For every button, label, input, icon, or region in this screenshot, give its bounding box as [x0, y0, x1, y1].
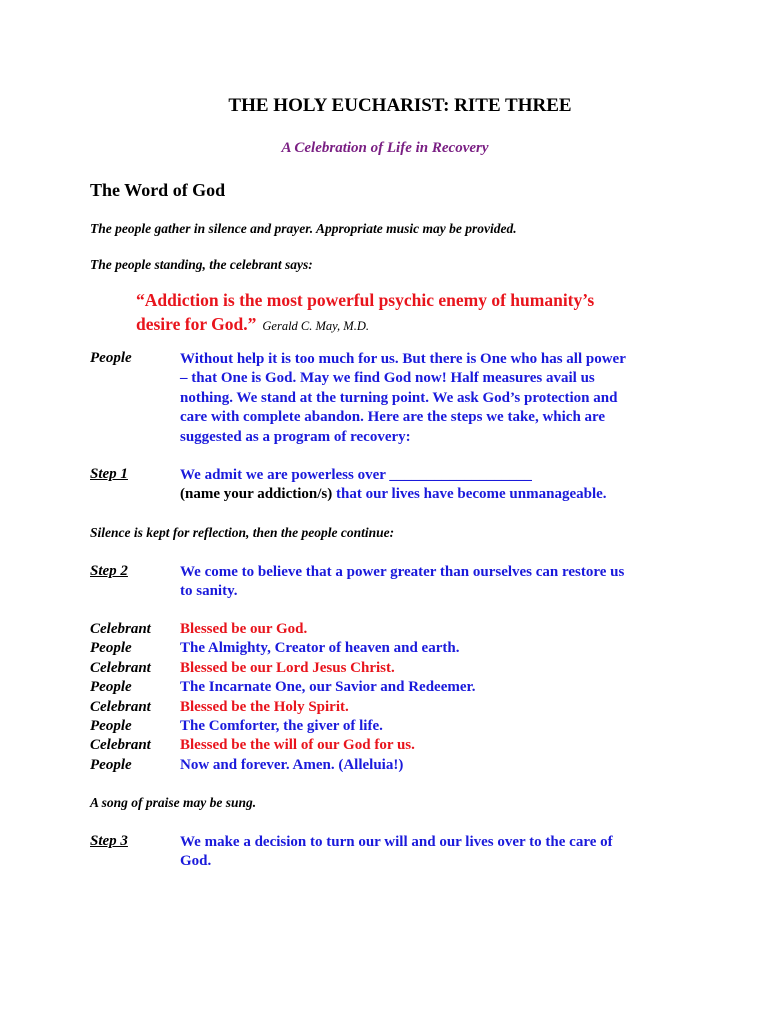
- people-response-line: care with complete abandon. Here are the steps we take, which are: [180, 409, 606, 426]
- page-title: THE HOLY EUCHARIST: RITE THREE: [228, 95, 572, 116]
- litany-role: Celebrant: [90, 621, 151, 637]
- rubric-song: A song of praise may be sung.: [90, 795, 257, 810]
- litany-role: People: [90, 718, 132, 735]
- litany-role: Celebrant: [90, 659, 151, 676]
- people-response-line: nothing. We stand at the turning point. We ask God’s protection and: [180, 389, 618, 406]
- rubric-gather: The people gather in silence and prayer. Appropriate music may be provided.: [90, 221, 517, 236]
- litany-people-line: The Incarnate One, our Savior and Redeemer.: [180, 679, 476, 696]
- litany-celebrant-line: Blessed be our God.: [180, 621, 308, 637]
- page-subtitle: A Celebration of Life in Recovery: [281, 140, 489, 156]
- people-response: [180, 350, 680, 447]
- litany-role: People: [90, 756, 132, 773]
- litany-celebrant-line: Blessed be our Lord Jesus Christ.: [180, 659, 395, 676]
- litany-role: Celebrant: [90, 737, 151, 754]
- rubric-standing: The people standing, the celebrant says:: [90, 257, 313, 272]
- step-1-line-2-rest: that our lives have become unmanageable.: [332, 486, 607, 503]
- quote-line-2-text: desire for God.”: [136, 314, 257, 334]
- litany-role: People: [90, 640, 132, 657]
- people-label: People: [90, 350, 132, 366]
- quote-attribution: Gerald C. May, M.D.: [262, 319, 369, 333]
- step-2-line: We come to believe that a power greater than ourselves can restore us: [180, 564, 625, 580]
- step-3-text: [180, 833, 680, 872]
- step-3-line: We make a decision to turn our will and our lives over to the care of: [180, 834, 613, 850]
- litany-celebrant-line: Blessed be the Holy Spirit.: [180, 698, 349, 715]
- litany-texts: [180, 620, 476, 775]
- litany-celebrant-line: Blessed be the will of our God for us.: [180, 737, 415, 754]
- step-1-line-2: [180, 485, 680, 504]
- step-1-label: Step 1: [90, 466, 128, 482]
- step-1-line-1: We admit we are powerless over ___________________: [180, 467, 532, 483]
- rubric-silence: Silence is kept for reflection, then the people continue:: [90, 525, 395, 540]
- addiction-placeholder-note: (name your addiction/s): [180, 486, 333, 503]
- quote-line-1: “Addiction is the most powerful psychic enemy of humanity’s: [136, 290, 595, 310]
- litany-people-line: Now and forever. Amen. (Alleluia!): [180, 756, 404, 773]
- step-3-label: Step 3: [90, 833, 128, 849]
- litany-role: People: [90, 679, 132, 696]
- litany-roles: [90, 620, 151, 775]
- step-2-line: to sanity.: [180, 583, 238, 600]
- people-response-line: – that One is God. May we find God now! Half measures avail us: [180, 370, 595, 387]
- litany-people-line: The Comforter, the giver of life.: [180, 718, 383, 735]
- step-2-label: Step 2: [90, 563, 128, 579]
- section-heading: The Word of God: [90, 180, 226, 200]
- litany-people-line: The Almighty, Creator of heaven and earth.: [180, 640, 460, 657]
- step-1-text: [180, 466, 680, 505]
- quote-line-2: [136, 314, 369, 335]
- step-3-line: God.: [180, 853, 212, 870]
- step-2-text: [180, 563, 680, 602]
- litany-role: Celebrant: [90, 698, 151, 715]
- people-response-line: suggested as a program of recovery:: [180, 428, 411, 445]
- people-response-line: Without help it is too much for us. But there is One who has all power: [180, 351, 626, 367]
